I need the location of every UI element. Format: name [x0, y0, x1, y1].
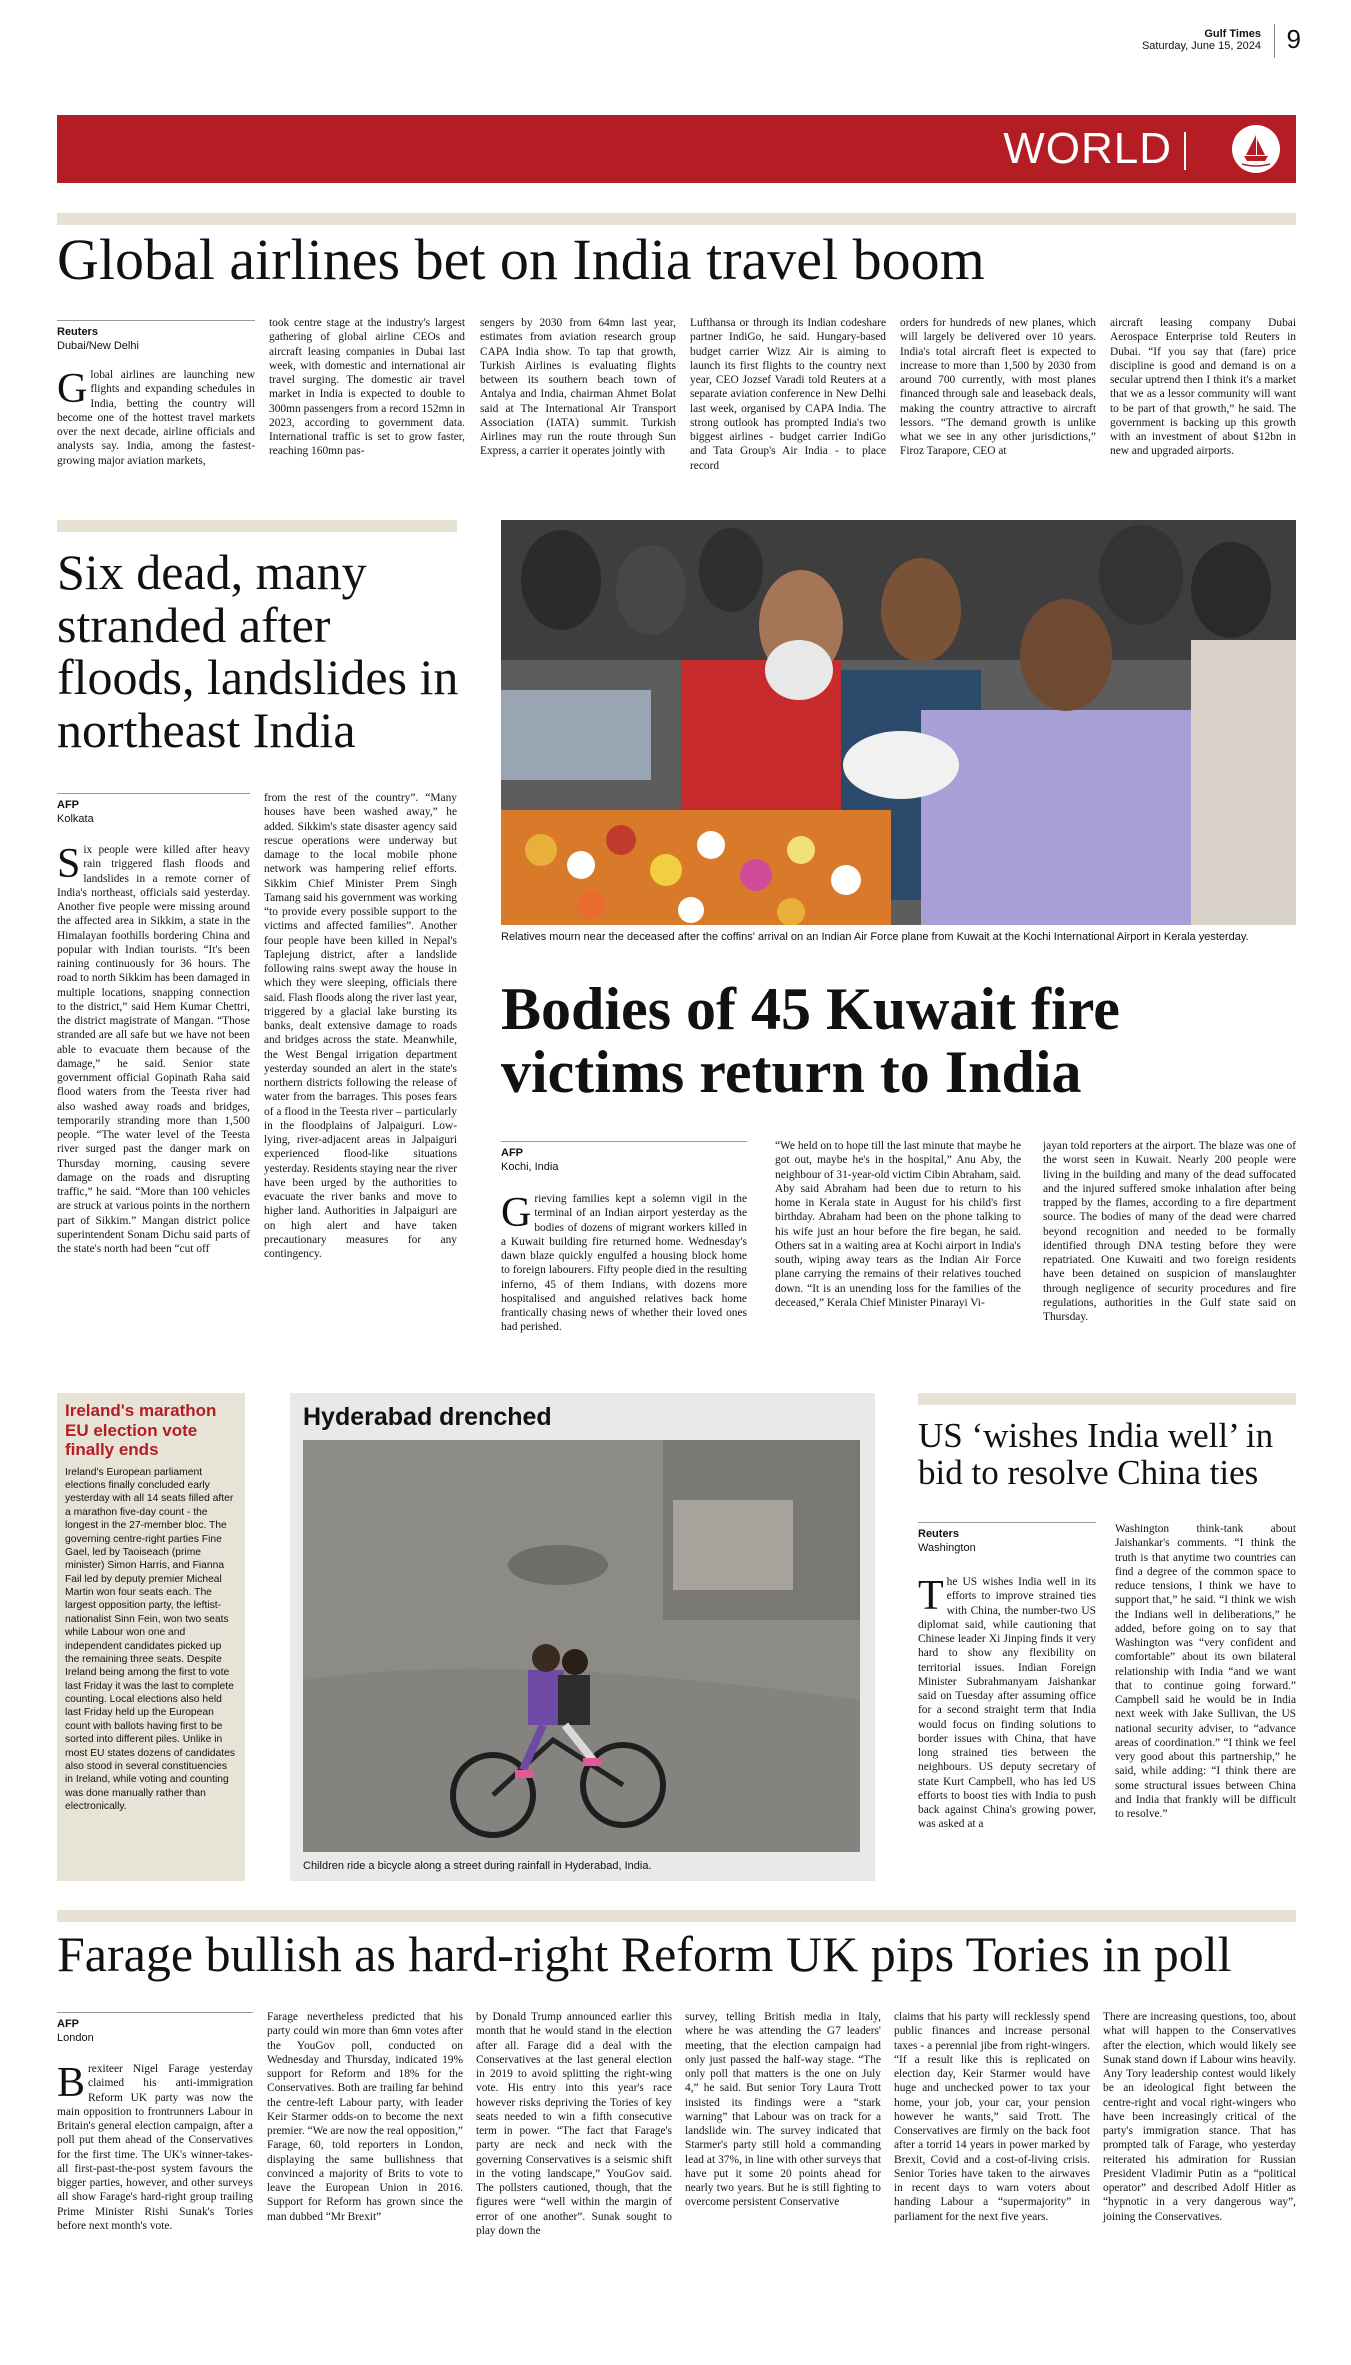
story5-byline: AFP London: [57, 2012, 253, 2046]
story5-col4: survey, telling British media in Italy, where he was attending the G7 leaders' meeting, that the election campaign had only just passed the half-way stage. “The only poll that matters is the one on July 4,” he said. But senior Tory Laura Trott insisted its findings were a “stark warning” that Labour was on track for a landslide win. The survey indicated that Starmer's party still hold a commanding lead at 37%, in line with other surveys that have put it some 20 points ahead for nearly two years. But he is still fighting to overcome persistent Conservative: [685, 2011, 881, 2209]
story1-col4: Lufthansa or through its Indian codeshare partner IndiGo, he said. Hungary-based budget carrier Wizz Air is aiming to launch its first flights to the country next year, CEO Jozsef Varadi told Reuters at a separate aviation conference in New Delhi last week, organised by CAPA India. The strong outlook has prompted India's two biggest airlines - budget carrier IndiGo and Tata Group's Air India - to place record: [690, 317, 886, 472]
issue-date: Saturday, June 15, 2024: [1141, 40, 1261, 52]
story1-col2: took centre stage at the industry's largest gathering of global airline CEOs and aircraft leasing companies in Dubai last week, with domestic and international air travel surging. The domestic air travel market in India is expected to double to 300mn passengers from a record 152mn in 2023, according to government data. International traffic is set to grow faster, reaching 160mn pas-: [269, 317, 465, 458]
mourners-photo-caption: Relatives mourn near the deceased after the coffins' arrival on an Indian Air Force plane from Kuwait at the Kochi International Airport in Kerala yesterday.: [501, 931, 1249, 943]
ship-logo-icon: [1232, 125, 1280, 173]
paper-name: Gulf Times: [1204, 28, 1261, 40]
page-number: 9: [1274, 24, 1301, 58]
hyderabad-rain-photo: [303, 1440, 860, 1852]
story2-headline: Six dead, many stranded after floods, landslides in northeast India: [57, 544, 459, 758]
sidebar-text: Ireland's European parliament elections finally concluded early yesterday with all 14 seats filled after a marathon five-day count - the longest in the 27-member bloc. The governing centre-right parties Fine Gael, led by Taoiseach (prime minister) Simon Harris, and Fianna Fail led by deputy premier Micheal Martin won four seats each. The largest opposition party, the leftist-nationalist Sinn Fein, won two seats while Labour won one and independent candidates picked up the remaining three seats. Despite Ireland being among the first to vote last Friday it was the last to complete counting. Local elections also held last Friday held up the European count with ballots having first to be sorted into different piles. Unlike in most EU states dozens of candidates also stood in several constituencies in Ireland, while voting and counting was done manually rather than electronically.: [65, 1466, 235, 1813]
story3-byline: AFP Kochi, India: [501, 1141, 747, 1175]
section-banner: [57, 115, 1296, 183]
story3-col2: “We held on to hope till the last minute that maybe he got out, maybe he's in the hospital,” Anu Aby, the neighbour of 31-year-old victim Cibin Abraham, said. Aby said Abraham had been due to return to his home in Kerala state in August for his child's first birthday. Abraham had been on the phone talking to his wife just an hour before the fire began, he said. Others sat in a waiting area at Kochi airport in India's south, wiping away tears as the Indian Air Force plane carrying the remains of their relatives touched down. “It is an unending loss for the families of the deceased,” Kerala Chief Minister Pinarayi Vi-: [775, 1140, 1021, 1309]
section-title: WORLD: [1003, 115, 1186, 183]
rule-story2: [57, 520, 457, 532]
story1-col3: sengers by 2030 from 64mn last year, estimates from aviation research group CAPA India show. To tap that growth, Turkish Airlines is evaluating flights between its southern beach town of Antalya and India, chairman Ahmet Bolat said at The International Air Transport Association (IATA) summit. Turkish Airlines may run the route through Sun Express, a carrier it operates jointly with: [480, 317, 676, 458]
story5-col6: There are increasing questions, too, about what will happen to the Conservatives after the election, which would likely see Sunak stand down if Labour wins heavily. Any Tory leadership contest would likely be an ideological fight between the centre-right and vocal right-wingers who have been increasingly critical of the party's immigration stance. That has prompted talk of Farage, who yesterday reiterated his admiration for Russian President Vladimir Putin as a “political operator” and described Adolf Hitler as “hypnotic in a very dangerous way”, joining the Conservatives.: [1103, 2011, 1296, 2223]
story2-byline: AFP Kolkata: [57, 793, 250, 827]
story1-headline: Global airlines bet on India travel boom: [57, 227, 985, 292]
story1-byline: Reuters Dubai/New Delhi: [57, 320, 255, 354]
hyderabad-photo-caption: Children ride a bicycle along a street during rainfall in Hyderabad, India.: [303, 1860, 652, 1872]
story1-col6: aircraft leasing company Dubai Aerospace Enterprise told Reuters in Dubai. “If you say that (fare) price discipline is good and demand is on a secular uptrend then I think it's a market that we as a lessor community will want to be part of that growth,” he said. The government is backing up this growth with an investment of about $12bn in new and upgraded airports.: [1110, 317, 1296, 458]
mourners-photo: [501, 520, 1296, 925]
story4-col2: Washington think-tank about Jaishankar's comments. “I think the truth is that anytime two countries can find a degree of the common space to reduce tensions, I think we have to support that,” he said. “I think we wish the Indians well in deliberations,” he added, before going on to say that Washington was “very confident and comfortable” about its own bilateral relationship with India “and we want that to continue going forward.” Campbell said he would be in India next week with Jake Sullivan, the US national security adviser, to “advance areas of coordination.” “I think we feel very good about this partnership,” he said, while adding: “I think there are some structural issues between China and India that frankly will be difficult to resolve.”: [1115, 1523, 1296, 1820]
story2-col1: Six people were killed after heavy rain triggered flash floods and landslides in a remote corner of India's northeast, officials said yesterday. Another five people were missing around the affected area in Sikkim, a state in the Himalayan foothills bordering China and popular with Indian tourists. “It's been raining continuously for 36 hours. The road to north Sikkim has been damaged in multiple locations, snapping connection to the district,” said Hem Kumar Chettri, the district magistrate of Mangan. “Those stranded are all safe but we have not been able to evacuate them because of the damage,” he said. Senior state government official Gopinath Raha said flood waters from the Teesta river had also washed away roads and bridges, temporarily stranding more than 1,500 people. “The water level of the Teesta river surged past the danger mark on Thursday morning, causing severe damage on the roads and disrupting traffic,” he said. “More than 100 vehicles are struck at various points in the northern part of Sikkim.” Mangan district police superintendent Sonam Dichu said parts of the state's north had been “cut off: [57, 841, 250, 1255]
story5-col2: Farage nevertheless predicted that his party could win more than 6mn votes after the YouGov poll, conducted on Wednesday and Thursday, indicated 19% support for Reform and 18% for the Conservatives. Both are trailing far behind the centre-left Labour party, with leader Keir Starmer odds-on to become the next premier. “We are now the real opposition,” Farage, 60, told reporters in London, displaying the same bullishness that convinced a majority of Brits to vote to leave the European Union in 2016. Support for Reform has grown since the man dubbed “Mr Brexit”: [267, 2011, 463, 2223]
masthead-info: [1142, 28, 1261, 52]
story1-col5: orders for hundreds of new planes, which will largely be delivered over 10 years. India's total aircraft fleet is expected to increase to more than 1,500 by 2030 from around 700 currently, with most planes financed through sale and leaseback deals, making the country attractive to aircraft lessors. “The demand growth is unlike what we see in any other jurisdictions,” Firoz Tarapore, CEO at: [900, 317, 1096, 458]
ireland-sidebar: [57, 1393, 245, 1881]
hyderabad-photo-title: Hyderabad drenched: [303, 1403, 552, 1431]
story3-headline: Bodies of 45 Kuwait fire victims return to India: [501, 976, 1120, 1105]
rule-story5: [57, 1910, 1296, 1922]
sidebar-title: Ireland's marathon EU election vote finally ends: [65, 1401, 217, 1460]
story5-col5: claims that his party will recklessly spend public finances and increase personal taxes - a perennial jibe from right-wingers. “If a result like this is replicated on election day, Keir Starmer would have huge and unchecked power to tax your home, your job, your car, your pension however he wants,” said Trott. The Conservatives are firmly on the back foot after a torrid 14 years in power marked by Brexit, Covid and a cost-of-living crisis. Senior Tories have taken to the airwaves in recent days to warn voters about handing Labour a “supermajority” in parliament for the next five years.: [894, 2011, 1090, 2223]
story5-col3: by Donald Trump announced earlier this month that he would stand in the election after all. Farage did a deal with the Conservatives at the last general election in 2019 to avoid splitting the right-wing vote. His entry into this year's race however risks depriving the Tories of key seats needed to win a fifth consecutive term in power. “The fact that Farage's party are neck and neck with the governing Conservatives is a seismic shift in the voting landscape,” YouGov said. The pollsters cautioned, though, that the figures were “well within the margin of error of one another”. Sunak sought to play down the: [476, 2011, 672, 2237]
story5-headline: Farage bullish as hard-right Reform UK pips Tories in poll: [57, 1926, 1232, 1982]
story4-col1: The US wishes India well in its efforts to improve strained ties with China, the number-two US diplomat said, while cautioning that Chinese leader Xi Jinping finds it very hard to show any flexibility on territorial issues. Indian Foreign Minister Subrahmanyam Jaishankar said on Tuesday after assuming office for a second straight term that India would focus on finding solutions to border issues with China, that have long strained ties between the neighbours. US deputy secretary of state Kurt Campbell, who has led US efforts to boost ties with India to push back against China's growing power, was asked at a: [918, 1573, 1096, 1831]
story4-byline: Reuters Washington: [918, 1522, 1096, 1556]
rule-top: [57, 213, 1296, 225]
story3-col3: jayan told reporters at the airport. The blaze was one of the worst seen in Kuwait. Nearly 200 people were living in the building and many of the dead suffocated and the injured suffered smoke inhalation after being trapped by the flames, according to a fire department source. The bodies of many of the dead were charred beyond recognition and needed to be formally identified through DNA testing before they were repatriated. One Kuwaiti and two foreign residents have been detained on suspicion of manslaughter through negligence of security procedures and fire regulations, authorities in the Gulf state said on Thursday.: [1043, 1140, 1296, 1323]
story2-col2: from the rest of the country”. “Many houses have been washed away,” he added. Sikkim's state disaster agency said rescue operations were underway but damage to the local mobile phone network was hampering relief efforts. Sikkim Chief Minister Prem Singh Tamang said his government was working “to provide every possible support to the victims and affected families”. Another four people have been killed in Nepal's Taplejung district, after a landslide following rains swept away the house in which they were sleeping, officials there said. Flash floods along the river last year, triggered by a glacial lake bursting its banks, dealt extensive damage to roads and bridges across the state. Meanwhile, the West Bengal irrigation department yesterday sounded an alert in the state's northern districts following the release of water from the barrages. This poses fears of a flood in the Teesta river – particularly in the floodplains of Jalpaiguri. Low-lying, river-adjacent areas in Jalpaiguri experienced flood-like situations yesterday. Residents staying near the river have been urged by the authorities to evacuate the river banks and move to higher land. Authorities in Jalpaiguri are on high alert and have taken precautionary measures for any contingency.: [264, 792, 457, 1260]
rule-story4: [918, 1393, 1296, 1405]
story1-col1: Global airlines are launching new flights and expanding schedules in India, betting the country will become one of the hottest travel markets over the next decade, airline officials and analysts say. India, among the fastest-growing major aviation markets,: [57, 366, 255, 467]
story5-col1: Brexiteer Nigel Farage yesterday claimed his anti-immigration Reform UK party was now the main opposition to frontrunners Labour in Britain's general election campaign, after a poll put them ahead of the Conservatives for the first time. The UK's winner-takes-all first-past-the-post system favours the bigger parties, however, and other surveys all show Farage's hard-right group trailing Prime Minister Rishi Sunak's Tories before next month's vote.: [57, 2060, 253, 2232]
story4-headline: US ‘wishes India well’ in bid to resolve China ties: [918, 1416, 1274, 1492]
story3-col1: Grieving families kept a solemn vigil in the terminal of an Indian airport yesterday as the bodies of dozens of migrant workers killed in a Kuwait building fire returned home. Wednesday's dawn blaze quickly engulfed a housing block home to foreign labourers. Fifty people died in the resulting inferno, 45 of them Indians, with dozens more hospitalised and anguished relatives back home frantically chasing news of whether their loved ones had perished.: [501, 1190, 747, 1334]
